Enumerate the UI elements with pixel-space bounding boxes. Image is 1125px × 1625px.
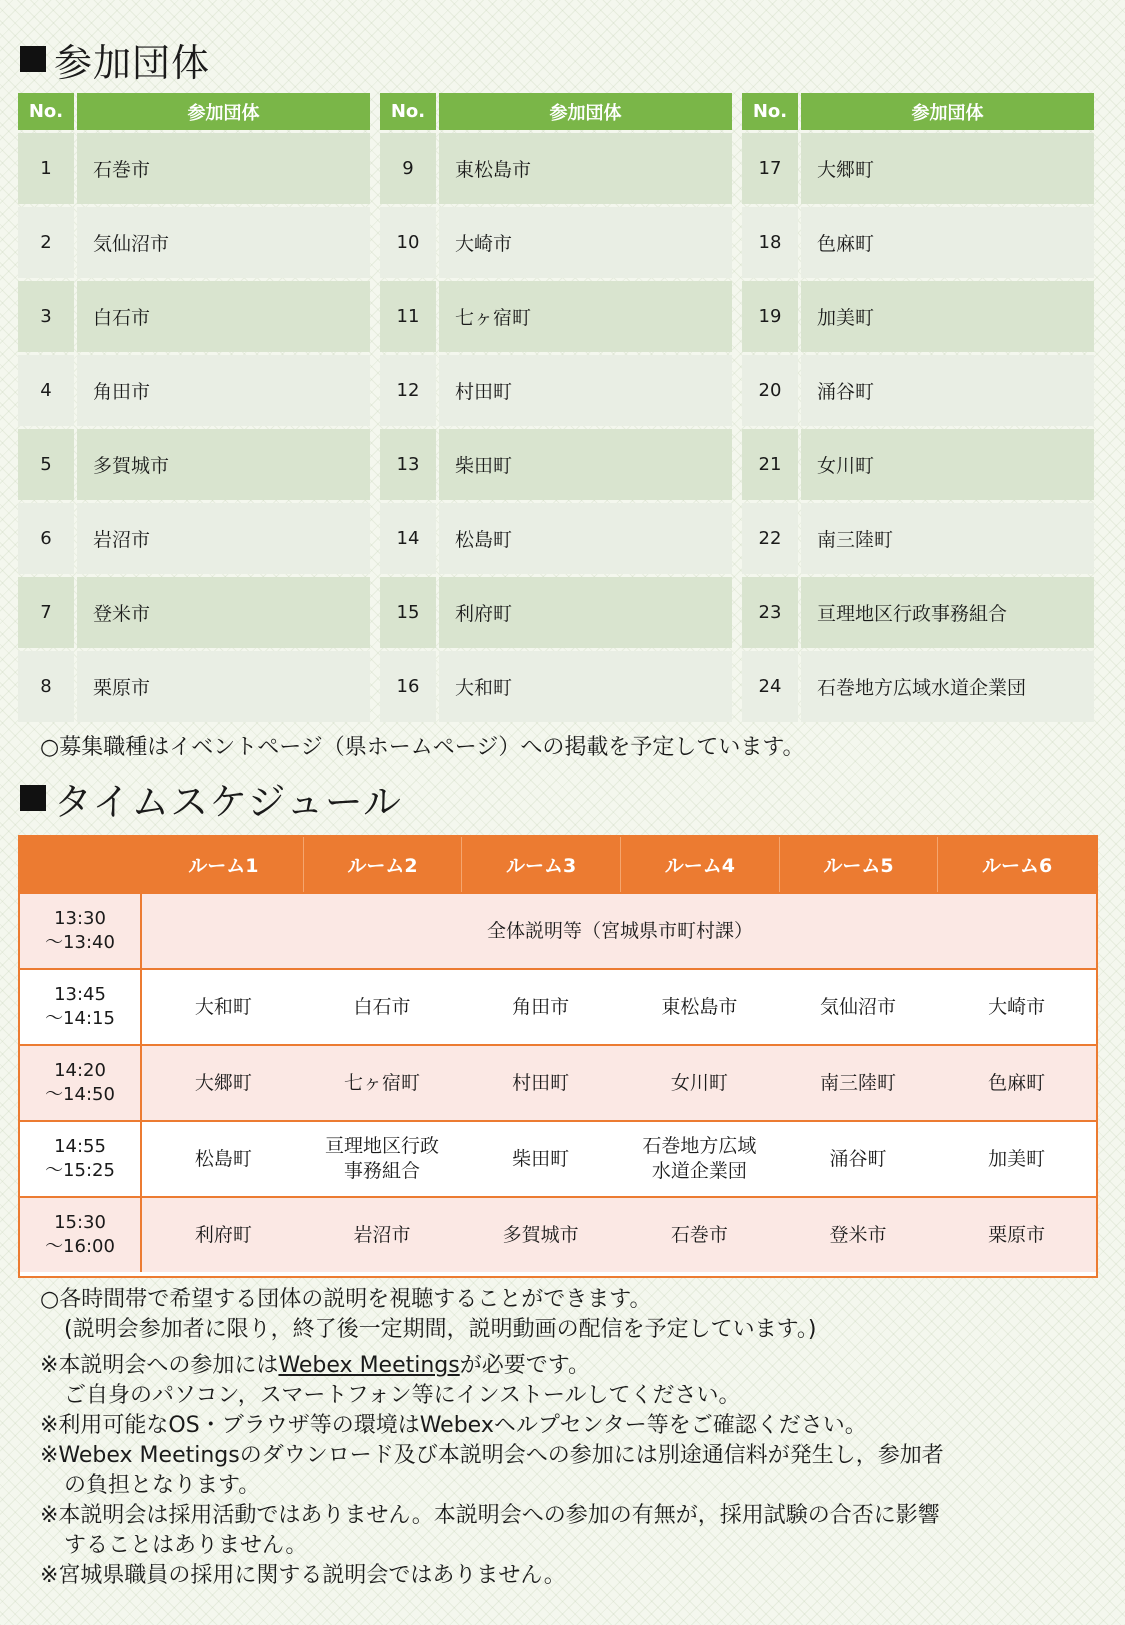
group-number: 5	[18, 429, 74, 500]
table-row	[742, 429, 1094, 500]
group-number: 24	[742, 651, 798, 722]
time-start: 15:30	[54, 1212, 106, 1233]
group-name: 女川町	[801, 429, 1094, 500]
table-row	[742, 207, 1094, 278]
group-name: 涌谷町	[801, 355, 1094, 426]
group-number: 19	[742, 281, 798, 352]
schedule-cell: 角田市	[512, 995, 570, 1018]
section-title-groups	[20, 34, 210, 84]
room-header: ルーム1	[188, 855, 259, 877]
groups-tables	[18, 93, 1098, 725]
header-group-name: 参加団体	[439, 93, 732, 130]
group-name: 石巻地方広域水道企業団	[801, 651, 1094, 722]
time-slot	[20, 1046, 142, 1120]
note-line: ※宮城県職員の採用に関する説明会ではありません。	[40, 1563, 566, 1588]
header-no: No.	[18, 93, 74, 130]
schedule-row	[20, 1120, 1096, 1196]
note-line: ※本説明会は採用活動ではありません。本説明会への参加の有無が，採用試験の合否に影響	[40, 1503, 940, 1528]
group-name: 白石市	[77, 281, 370, 352]
group-number: 4	[18, 355, 74, 426]
section-title-schedule-text: タイムスケジュール	[54, 779, 402, 824]
schedule-cell: 多賀城市	[502, 1223, 579, 1246]
table-row	[380, 207, 732, 278]
time-slot	[20, 970, 142, 1044]
note-line: ご自身のパソコン，スマートフォン等にインストールしてください。	[64, 1383, 741, 1408]
time-end: ～15:25	[45, 1160, 115, 1181]
table-row	[18, 651, 370, 722]
time-end: ～16:00	[45, 1236, 115, 1257]
schedule-cell: 女川町	[670, 1071, 728, 1094]
group-name: 七ヶ宿町	[439, 281, 732, 352]
table-row	[380, 503, 732, 574]
header-no: No.	[742, 93, 798, 130]
black-square-icon	[20, 46, 46, 72]
schedule-cell: 加美町	[988, 1147, 1046, 1170]
group-name: 栗原市	[77, 651, 370, 722]
group-name: 松島町	[439, 503, 732, 574]
time-start: 13:45	[54, 984, 106, 1005]
table-row	[380, 281, 732, 352]
group-name: 亘理地区行政事務組合	[801, 577, 1094, 648]
schedule-cell: 大郷町	[194, 1071, 252, 1094]
group-number: 18	[742, 207, 798, 278]
group-number: 11	[380, 281, 436, 352]
groups-table-3	[742, 93, 1094, 725]
group-name: 加美町	[801, 281, 1094, 352]
note-line: の負担となります。	[64, 1473, 261, 1498]
group-name: 岩沼市	[77, 503, 370, 574]
schedule-cell: 松島町	[194, 1147, 252, 1170]
note-line: (説明会参加者に限り，終了後一定期間，説明動画の配信を予定しています。)	[64, 1317, 817, 1342]
room-header: ルーム4	[620, 837, 779, 892]
group-number: 22	[742, 503, 798, 574]
schedule-cell: 石巻地方広域 水道企業団	[642, 1135, 757, 1182]
note-line	[40, 1351, 944, 1381]
group-number: 16	[380, 651, 436, 722]
group-number: 2	[18, 207, 74, 278]
schedule-row	[20, 1196, 1096, 1272]
schedule-cell: 白石市	[353, 995, 411, 1018]
table-row	[742, 577, 1094, 648]
time-start: 13:30	[54, 908, 106, 929]
schedule-cell: 亘理地区行政 事務組合	[324, 1135, 439, 1182]
group-number: 21	[742, 429, 798, 500]
table-row	[742, 281, 1094, 352]
schedule-header-row	[20, 837, 1096, 892]
group-number: 17	[742, 133, 798, 204]
notes-block	[40, 1285, 944, 1591]
note-text: ※本説明会への参加には	[40, 1353, 279, 1378]
schedule-cell: 大崎市	[988, 995, 1046, 1018]
group-number: 12	[380, 355, 436, 426]
schedule-cell: 大和町	[194, 995, 252, 1018]
note-text: が必要です。	[459, 1353, 590, 1378]
schedule-cell: 登米市	[829, 1223, 887, 1246]
table-row	[742, 133, 1094, 204]
table-row	[18, 503, 370, 574]
group-name: 利府町	[439, 577, 732, 648]
group-name: 色麻町	[801, 207, 1094, 278]
table-row	[18, 429, 370, 500]
group-number: 20	[742, 355, 798, 426]
time-end: ～13:40	[45, 932, 115, 953]
schedule-cell: 柴田町	[512, 1147, 570, 1170]
note-line: することはありません。	[64, 1533, 308, 1558]
schedule-cell: 村田町	[512, 1071, 570, 1094]
table-row	[742, 355, 1094, 426]
section-title-schedule	[20, 773, 402, 823]
note-line: ○各時間帯で希望する団体の説明を視聴することができます。	[40, 1287, 652, 1312]
group-name: 登米市	[77, 577, 370, 648]
schedule-row	[20, 1044, 1096, 1120]
groups-table-1	[18, 93, 370, 725]
table-row	[18, 355, 370, 426]
schedule-row	[20, 892, 1096, 968]
room-header: ルーム5	[779, 837, 938, 892]
groups-table-2	[380, 93, 732, 725]
group-name: 村田町	[439, 355, 732, 426]
header-group-name: 参加団体	[77, 93, 370, 130]
group-number: 6	[18, 503, 74, 574]
table-row	[380, 651, 732, 722]
schedule-cell: 七ヶ宿町	[343, 1071, 420, 1094]
schedule-cell: 岩沼市	[353, 1223, 411, 1246]
table-row	[18, 281, 370, 352]
table-row	[18, 207, 370, 278]
schedule-cell: 気仙沼市	[819, 995, 896, 1018]
schedule-table	[18, 835, 1098, 1278]
group-name: 柴田町	[439, 429, 732, 500]
header-no: No.	[380, 93, 436, 130]
table-row	[742, 503, 1094, 574]
group-number: 1	[18, 133, 74, 204]
group-number: 9	[380, 133, 436, 204]
group-name: 多賀城市	[77, 429, 370, 500]
group-number: 23	[742, 577, 798, 648]
group-name: 角田市	[77, 355, 370, 426]
time-end: ～14:15	[45, 1008, 115, 1029]
time-slot	[20, 894, 142, 968]
webex-meetings-link[interactable]: Webex Meetings	[278, 1353, 460, 1378]
black-square-icon	[20, 785, 46, 811]
group-name: 南三陸町	[801, 503, 1094, 574]
schedule-cell: 南三陸町	[819, 1071, 896, 1094]
table-row	[380, 577, 732, 648]
group-number: 8	[18, 651, 74, 722]
room-header: ルーム3	[461, 837, 620, 892]
schedule-row	[20, 968, 1096, 1044]
table-row	[380, 429, 732, 500]
schedule-cell: 色麻町	[988, 1071, 1046, 1094]
group-number: 3	[18, 281, 74, 352]
group-name: 大郷町	[801, 133, 1094, 204]
group-name: 気仙沼市	[77, 207, 370, 278]
table-row	[380, 133, 732, 204]
time-start: 14:20	[54, 1060, 106, 1081]
group-number: 7	[18, 577, 74, 648]
room-header: ルーム6	[937, 837, 1096, 892]
schedule-cell: 東松島市	[661, 995, 738, 1018]
time-slot	[20, 1122, 142, 1196]
time-slot	[20, 1198, 142, 1272]
group-name: 石巻市	[77, 133, 370, 204]
schedule-cell: 涌谷町	[829, 1147, 887, 1170]
group-name: 東松島市	[439, 133, 732, 204]
header-group-name: 参加団体	[801, 93, 1094, 130]
group-number: 14	[380, 503, 436, 574]
note-line: ※利用可能なOS・ブラウザ等の環境はWebexヘルプセンター等をご確認ください。	[40, 1413, 867, 1438]
time-end: ～14:50	[45, 1084, 115, 1105]
groups-note: ○募集職種はイベントページ（県ホームページ）への掲載を予定しています。	[40, 735, 805, 760]
table-row	[18, 577, 370, 648]
table-row	[380, 355, 732, 426]
schedule-span-cell: 全体説明等（宮城県市町村課）	[486, 919, 753, 942]
group-name: 大和町	[439, 651, 732, 722]
group-name: 大崎市	[439, 207, 732, 278]
time-start: 14:55	[54, 1136, 106, 1157]
schedule-cell: 利府町	[194, 1223, 252, 1246]
schedule-cell: 石巻市	[670, 1223, 728, 1246]
room-header: ルーム2	[303, 837, 462, 892]
group-number: 15	[380, 577, 436, 648]
group-number: 10	[380, 207, 436, 278]
note-line: ※Webex Meetingsのダウンロード及び本説明会への参加には別途通信料が発生し，参加者	[40, 1443, 944, 1468]
group-number: 13	[380, 429, 436, 500]
section-title-groups-text: 参加団体	[54, 40, 211, 85]
schedule-cell: 栗原市	[988, 1223, 1046, 1246]
table-row	[742, 651, 1094, 722]
table-row	[18, 133, 370, 204]
